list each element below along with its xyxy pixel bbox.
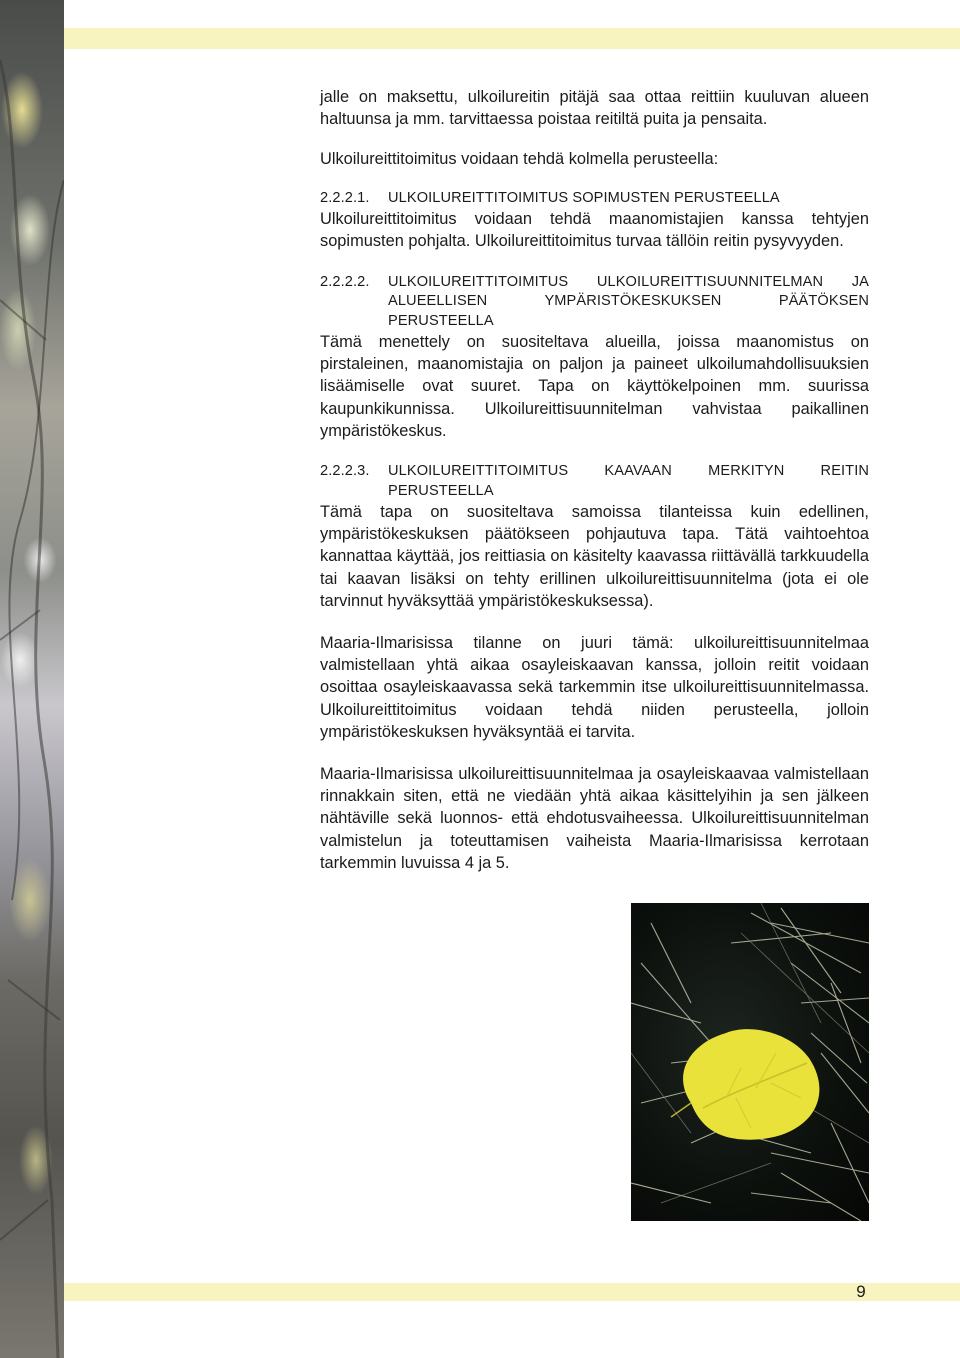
bottom-band (64, 1283, 960, 1301)
section-title: ULKOILUREITTITOIMITUS ULKOILUREITTISUUNNITELMAN JA ALUEELLISEN YMPÄRISTÖKESKUKSEN PÄÄTÖKSEN PERUSTEELLA (388, 273, 869, 329)
section-1 (320, 189, 869, 253)
section-body: Tämä menettely on suositeltava alueilla, joissa maanomistus on pirstaleinen, maanomistajia on paljon ja paineet ulkoilumahdollisuuksien lisäämiselle ovat suuret. Tapa on käyttökelpoinen mm. suurissa kaupunkikunnissa. Ulkoilureittisuunnitelman vahvistaa paikallinen ympäristökeskus. (320, 333, 869, 440)
section-body: Ulkoilureittitoimitus voidaan tehdä maanomistajien kanssa tehtyjen sopimusten pohjalta. Ulkoilureittitoimitus turvaa tällöin reitin pysyvyyden. (320, 210, 869, 251)
branch-decoration (0, 0, 64, 1358)
closing-paragraph-2: Maaria-Ilmarisissa ulkoilureittisuunnitelmaa ja osayleiskaavaa valmistellaan rinnakkain siten, että ne viedään yhtä aikaa käsittelyihin ja sen jälkeen nähtäville sekä luonnos- että ehdotusvaiheessa. Ulkoilureittisuunnitelman valmistelun ja toteuttamisen vaiheista Maaria-Ilmarisissa kerrotaan tarkemmin luvuissa 4 ja 5. (320, 765, 869, 872)
yellow-leaf-shape (683, 1029, 819, 1140)
section-title: ULKOILUREITTITOIMITUS SOPIMUSTEN PERUSTEELLA (388, 189, 780, 206)
top-band (64, 28, 960, 49)
leaf-on-water-image (631, 903, 869, 1221)
section-heading (320, 189, 869, 209)
section-number: 2.2.2.3. (320, 463, 370, 480)
section-2 (320, 273, 869, 443)
section-heading (320, 462, 869, 501)
section-title: ULKOILUREITTITOIMITUS KAAVAAN MERKITYN REITIN PERUSTEELLA (388, 463, 869, 499)
page-number: 9 (856, 1282, 866, 1301)
side-photo-strip (0, 0, 64, 1358)
intro-paragraph: jalle on maksettu, ulkoilureitin pitäjä saa ottaa reittiin kuuluvan alueen haltuunsa ja mm. tarvittaessa poistaa reitiltä puita ja pensaita. (320, 88, 869, 129)
bases-paragraph: Ulkoilureittitoimitus voidaan tehdä kolmella perusteella: (320, 150, 719, 169)
section-number: 2.2.2.2. (320, 273, 370, 290)
main-text (320, 86, 869, 874)
section-body: Tämä tapa on suositeltava samoissa tilanteissa kuin edellinen, ympäristökeskuksen päätökseen pohjautuva tapa. Tätä vaihtoehtoa kannattaa käyttää, jos reittiasia on käsitelty kaavassa riittävällä tarkkuudella tai kaavan lisäksi on tehty erillinen ulkoilureittisuunnitelma (jota ei ole tarvinnut hyväksyttää ympäristökeskuksessa). (320, 503, 869, 610)
section-heading (320, 273, 869, 332)
section-3 (320, 462, 869, 612)
section-number: 2.2.2.1. (320, 189, 370, 206)
leaf-photo (631, 903, 869, 1221)
closing-paragraph-1: Maaria-Ilmarisissa tilanne on juuri tämä: ulkoilureittisuunnitelmaa valmistellaan yhtä aikaa osayleiskaavan kanssa, jolloin reitit voidaan osoittaa osayleiskaavassa sekä tarkemmin itse ulkoilureittisuunnitelmassa. Ulkoilureittitoimitus voidaan tehdä niiden perusteella, jolloin ympäristökeskuksen hyväksyntää ei tarvita. (320, 634, 869, 741)
